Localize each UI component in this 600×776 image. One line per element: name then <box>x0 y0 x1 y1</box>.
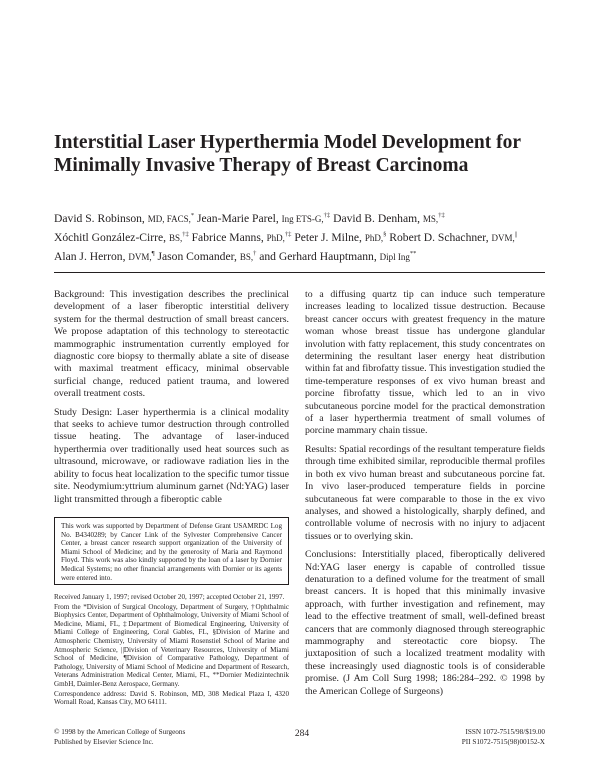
footer-copyright: © 1998 by the American College of Surgeons <box>54 728 186 736</box>
author-name: Jean-Marie Parel, <box>197 211 279 225</box>
author-degree: Ing ETS-G, <box>281 213 324 224</box>
abstract-right-column <box>305 289 545 704</box>
abstract-results: Results: Spatial recordings of the resultant temperature fields through time exhibited similar, reproducible thermal profiles in both ex vivo human breast and subcutaneous porcine fat. In vivo laser-produced temperature fields in porcine subcutaneous fat were comparable to those in the ex vivo analyses, and showed a histologically, sharply defined, and controllable volume of necrosis with no injury to adjacent tissues or to overlying skin. <box>305 443 545 542</box>
author-mark: †‡ <box>323 212 331 219</box>
received-dates: Received January 1, 1997; revised October 20, 1997; accepted October 21, 1997. <box>54 593 285 601</box>
author-mark: †‡ <box>284 230 292 238</box>
title-line-2: Minimally Invasive Therapy of Breast Carcinoma <box>54 155 469 176</box>
author-degree: BS, <box>168 232 183 243</box>
title-line-1: Interstitial Laser Hyperthermia Model Development for <box>54 132 521 153</box>
author-mark: || <box>514 230 518 238</box>
footer-pii: PII S1072-7515(98)00152-X <box>461 738 545 746</box>
author-name: and Gerhard Hauptmann, <box>259 249 377 263</box>
author-name: Fabrice Manns, <box>191 230 264 244</box>
author-mark: * <box>190 212 195 219</box>
author-mark: †‡ <box>438 212 445 219</box>
author-name: David B. Denham, <box>333 211 421 225</box>
abstract-study-design: Study Design: Laser hyperthermia is a clinical modality that seeks to achieve tumor destruction through controlled tissue heating. The advantage of laser-induced hyperthermia over traditionally used heat sources such as ultrasound, microwave, or radiowave radiation lies in the ability to focus heat localization to the specific tumor tissue site. Neodymium:yttrium aluminum garnet (Nd:YAG) laser light transmitted through a fiberoptic cable <box>54 406 289 505</box>
author-name: Jason Comander, <box>157 249 237 263</box>
author-mark: ** <box>409 249 417 257</box>
author-mark: ¶ <box>151 249 155 257</box>
author-degree: DVM, <box>491 232 515 243</box>
abstract-continued: to a diffusing quartz tip can induce such temperature increases leading to localized tissue destruction. Because breast cancer occurs with greatest frequency in the mature woman whose breast tissue has undergone glandular involution with fatty replacement, this study concentrates on determining the resultant laser energy heat distribution within fat and fibrofatty tissue. This investigation studied the time-temperature responses of ex vivo human breast and porcine fibrofatty tissue, which led to an in vivo subcutaneous porcine model for the practical demonstration of a laser hyperthermia treatment of small volumes of porcine mammary chain tissue. <box>305 289 545 437</box>
author-name: Peter J. Milne, <box>294 230 362 244</box>
article-title <box>54 131 554 177</box>
author-name: Alan J. Herron, <box>54 249 126 263</box>
funding-box: This work was supported by Department of Defense Grant USAMRDC Log No. B4340289; by Cancer Link of the Sylvester Comprehensive Cancer Center, a breast cancer research support organization of the University of Miami School of Medicine; and by the generosity of Maria and Raymond Floyd. This work was also kindly supported by the loan of a laser by Dornier Medical Systems; no other financial arrangements with Dornier or its agents were entered into. <box>54 517 289 585</box>
abstract-conclusions: Conclusions: Interstitially placed, fiberoptically delivered Nd:YAG laser energy is capable of controlled tissue denaturation to a defined volume for the treatment of small breast cancers. It is hoped that this minimally invasive approach, with further investigation and refinement, may lead to the effective treatment of small, well-defined breast cancers that are commonly diagnosed through stereographic mammography and stereotactic core biopsy. The juxtaposition of such a localized treatment modality with these increasingly used diagnostic tools is of considerable promise. (J Am Coll Surg 1998; 186:284–292. © 1998 by the American College of Surgeons) <box>305 549 545 697</box>
author-line-2 <box>54 227 554 246</box>
author-name: Robert D. Schachner, <box>389 230 489 244</box>
author-degree: MS, <box>422 213 439 224</box>
affiliations: From the *Division of Surgical Oncology, Department of Surgery, †Ophthalmic Biophysics Center, Department of Ophthalmology, University of Miami School of Medicine, Miami, FL, ‡Department of Biomedical Engineering, University of Miami College of Engineering, Coral Gables, FL, §Division of Marine and Atmospheric Chemistry, University of Miami Rosenstiel School of Marine and Atmospheric Science, ||Division of Veterinary Resources, University of Miami School of Medicine, ¶Division of Comparative Pathology, Department of Pathology, University of Miami School of Medicine and Department of Research, Veterans Administration Medical Center, Miami, FL, **Dornier Medizintechnik GmbH, Daimler-Benz Aerospace, Germany. <box>54 602 289 688</box>
footer-publisher: Published by Elsevier Science Inc. <box>54 738 154 746</box>
author-degree: MD, FACS, <box>147 213 191 224</box>
abstract-left-column <box>54 289 289 512</box>
author-name: David S. Robinson, <box>54 211 145 225</box>
author-mark: †‡ <box>182 230 189 238</box>
author-line-3 <box>54 246 554 265</box>
author-degree: BS, <box>239 251 254 262</box>
author-degree: DVM, <box>128 251 152 262</box>
abstract-background: Background: This investigation describes the preclinical development of a laser fiberoptic interstitial delivery system for the thermal destruction of small breast cancers. We propose adaptation of this technology to stereotactic mammographic instrumentation currently employed for diagnostic core biopsy to thermally ablate a site of disease with maximal treatment efficacy, minimal observable surficial change, reduced patient trauma, and lowered overall treatment costs. <box>54 289 289 400</box>
author-mark: § <box>383 230 387 238</box>
article-notes <box>54 593 289 708</box>
author-mark: † <box>253 249 257 257</box>
author-line-1 <box>54 208 554 227</box>
footer-left <box>54 727 254 747</box>
author-name: Xóchitl González-Cirre, <box>54 230 167 244</box>
author-degree: Dipl Ing <box>379 251 410 262</box>
title-divider <box>54 272 545 273</box>
footer-right <box>400 727 545 747</box>
author-list <box>54 208 554 265</box>
author-degree: PhD, <box>364 232 384 243</box>
correspondence-address: Correspondence address: David S. Robinson, MD, 308 Medical Plaza I, 4320 Wornall Road, Kansas City, MO 64111. <box>54 689 289 707</box>
footer-issn: ISSN 1072-7515/98/$19.00 <box>465 728 545 736</box>
author-degree: PhD, <box>266 232 285 243</box>
page-number: 284 <box>294 729 310 739</box>
